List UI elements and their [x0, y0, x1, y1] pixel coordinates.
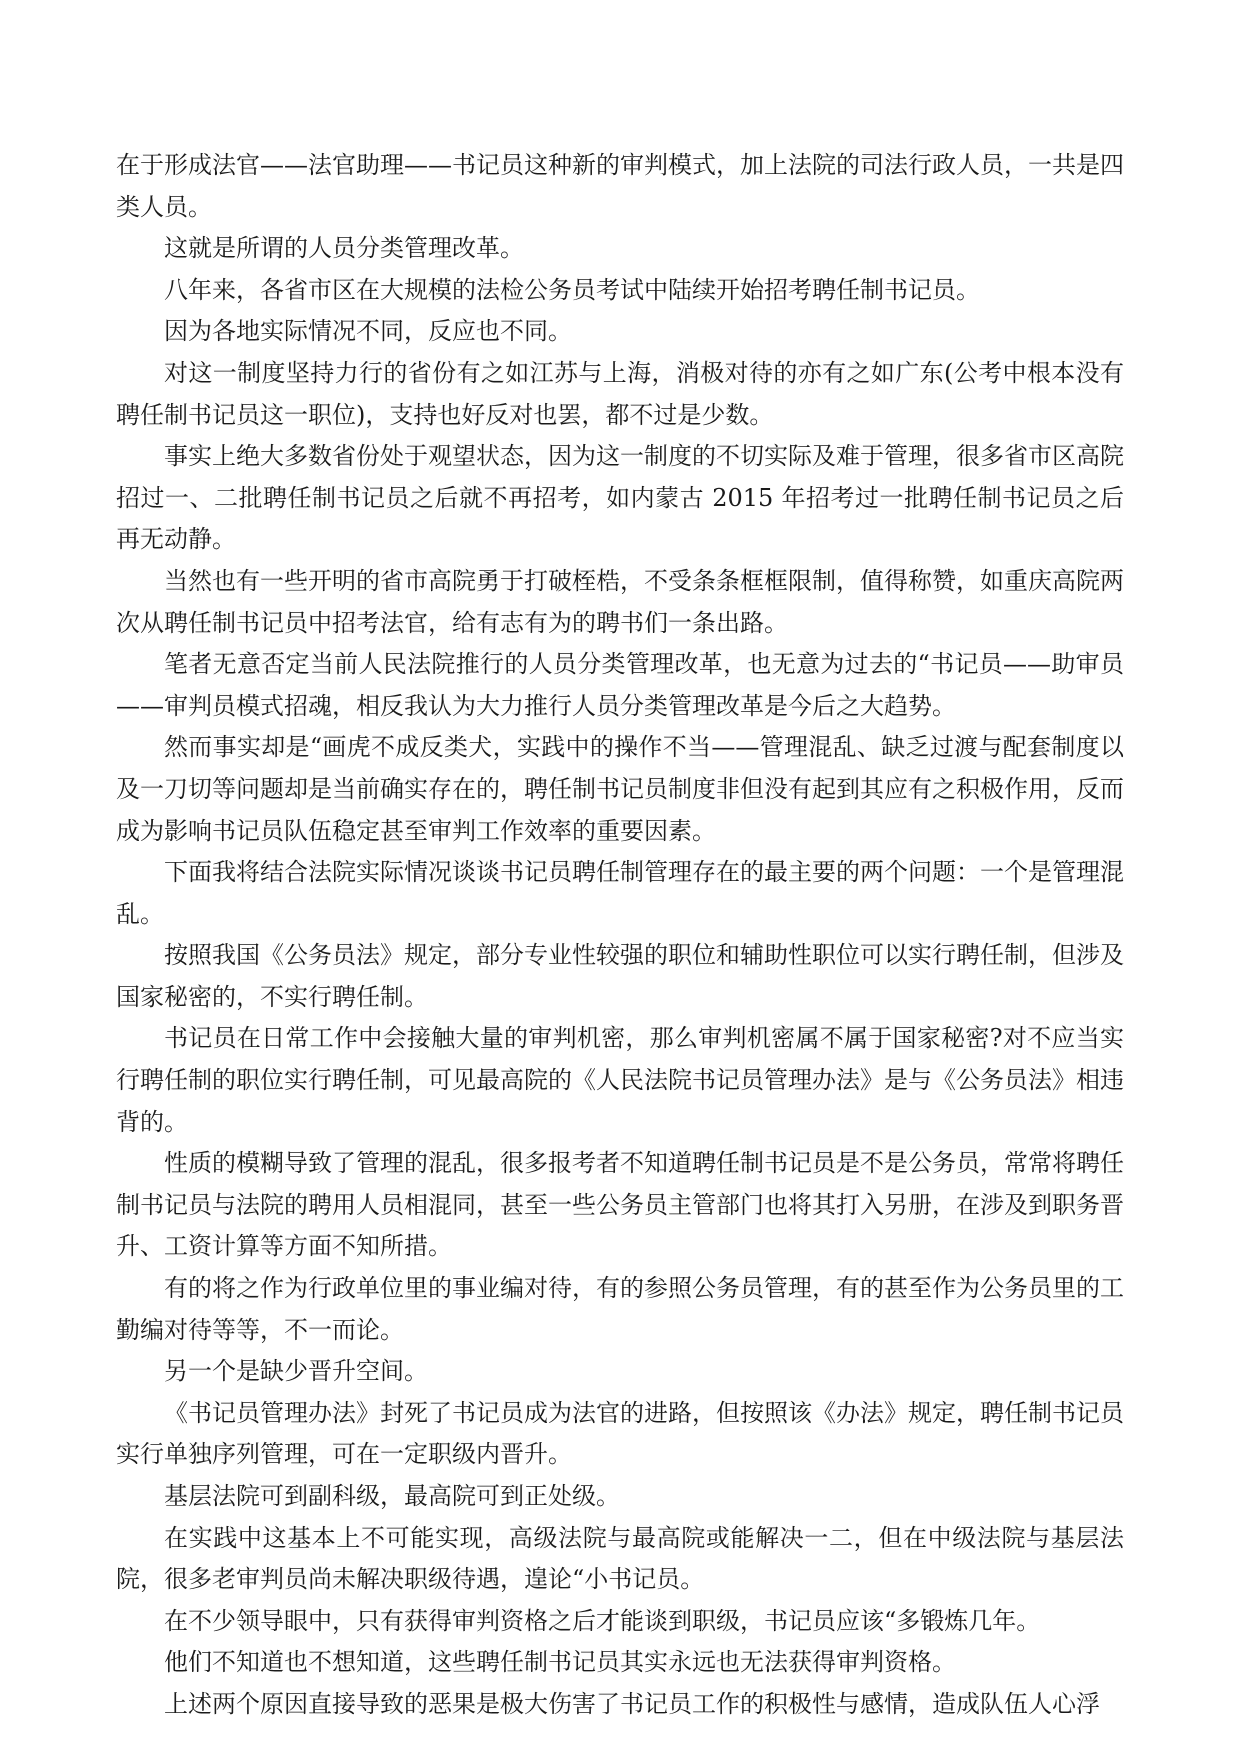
paragraph: 上述两个原因直接导致的恶果是极大伤害了书记员工作的积极性与感情，造成队伍人心浮 [164, 1689, 1100, 1718]
paragraph: 书记员在日常工作中会接触大量的审判机密，那么审判机密属不属于国家秘密?对不应当实行聘任制的职位实行聘任制，可见最高院的《人民法院书记员管理办法》是与《公务员法》相违背的。 [116, 1024, 1124, 1136]
paragraph: 事实上绝大多数省份处于观望状态，因为这一制度的不切实际及难于管理，很多省市区高院招过一、二批聘任制书记员之后就不再招考，如内蒙古 2015 年招考过一批聘任制书记员之后再无动静。 [116, 442, 1124, 554]
paragraph: 《书记员管理办法》封死了书记员成为法官的进路，但按照该《办法》规定，聘任制书记员实行单独序列管理，可在一定职级内晋升。 [116, 1398, 1124, 1469]
paragraph: 当然也有一些开明的省市高院勇于打破桎梏，不受条条框框限制，值得称赞，如重庆高院两次从聘任制书记员中招考法官，给有志有为的聘书们一条出路。 [116, 566, 1124, 637]
paragraph: 因为各地实际情况不同，反应也不同。 [164, 317, 572, 346]
paragraph: 性质的模糊导致了管理的混乱，很多报考者不知道聘任制书记员是不是公务员，常常将聘任制书记员与法院的聘用人员相混同，甚至一些公务员主管部门也将其打入另册，在涉及到职务晋升、工资计算等方面不知所措。 [116, 1149, 1124, 1261]
paragraph: 另一个是缺少晋升空间。 [164, 1357, 428, 1386]
paragraph: 笔者无意否定当前人民法院推行的人员分类管理改革，也无意为过去的“书记员——助审员——审判员模式招魂，相反我认为大力推行人员分类管理改革是今后之大趋势。 [116, 650, 1124, 720]
paragraph: 八年来，各省市区在大规模的法检公务员考试中陆续开始招考聘任制书记员。 [164, 275, 980, 304]
paragraph: 他们不知道也不想知道，这些聘任制书记员其实永远也无法获得审判资格。 [164, 1648, 956, 1677]
paragraph-continuation: 在于形成法官——法官助理——书记员这种新的审判模式，加上法院的司法行政人员，一共是四类人员。 [116, 151, 1124, 221]
paragraph: 然而事实却是“画虎不成反类犬，实践中的操作不当——管理混乱、缺乏过渡与配套制度以及一刀切等问题却是当前确实存在的，聘任制书记员制度非但没有起到其应有之积极作用，反而成为影响书记员队伍稳定甚至审判工作效率的重要因素。 [116, 733, 1124, 845]
paragraph: 基层法院可到副科级，最高院可到正处级。 [164, 1482, 620, 1510]
document-body [116, 145, 1124, 1726]
paragraph: 这就是所谓的人员分类管理改革。 [164, 234, 524, 263]
paragraph: 在实践中这基本上不可能实现，高级法院与最高院或能解决一二，但在中级法院与基层法院，很多老审判员尚未解决职级待遇，遑论“小书记员。 [116, 1523, 1124, 1594]
paragraph: 在不少领导眼中，只有获得审判资格之后才能谈到职级，书记员应该“多锻炼几年。 [164, 1606, 1041, 1635]
paragraph: 下面我将结合法院实际情况谈谈书记员聘任制管理存在的最主要的两个问题：一个是管理混乱。 [116, 858, 1124, 928]
paragraph: 按照我国《公务员法》规定，部分专业性较强的职位和辅助性职位可以实行聘任制，但涉及国家秘密的，不实行聘任制。 [116, 941, 1124, 1011]
paragraph: 有的将之作为行政单位里的事业编对待，有的参照公务员管理，有的甚至作为公务员里的工勤编对待等等，不一而论。 [116, 1274, 1124, 1344]
paragraph: 对这一制度坚持力行的省份有之如江苏与上海，消极对待的亦有之如广东(公考中根本没有聘任制书记员这一职位)，支持也好反对也罢，都不过是少数。 [116, 358, 1124, 429]
